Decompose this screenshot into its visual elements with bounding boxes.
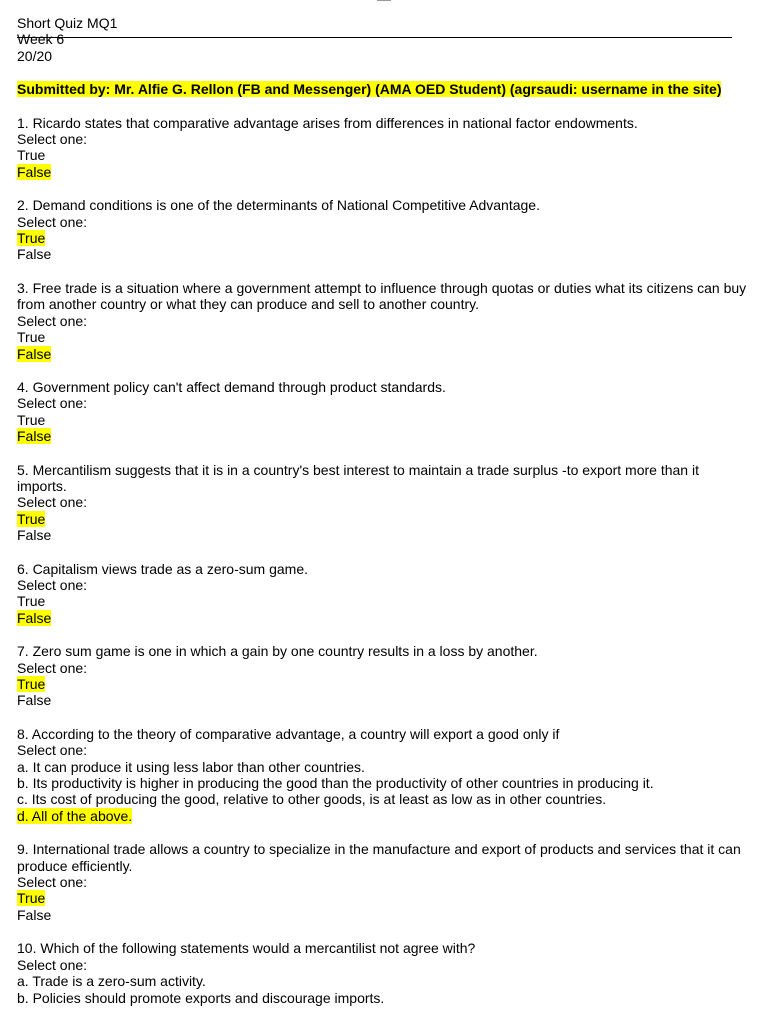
question-6 [17, 561, 752, 627]
answer-text: a. Trade is a zero-sum activity. [17, 973, 206, 990]
answer-option [17, 775, 752, 791]
question-5 [17, 462, 752, 544]
question-1 [17, 115, 752, 181]
selected-answer: False [17, 345, 52, 362]
question-7 [17, 643, 752, 709]
select-one-label: Select one: [17, 494, 88, 511]
selected-answer: True [17, 510, 46, 527]
answer-option [17, 329, 752, 345]
quiz-week: Week 6 [17, 31, 65, 48]
answer-option [17, 990, 752, 1006]
header [17, 15, 752, 64]
select-one-label: Select one: [17, 659, 88, 676]
answer-option [17, 428, 752, 444]
question-text: 7. Zero sum game is one in which a gain by one country results in a loss by another. [17, 643, 538, 660]
select-one-label: Select one: [17, 312, 88, 329]
answer-option [17, 230, 752, 246]
answer-option [17, 593, 752, 609]
answer-option [17, 692, 752, 708]
answer-text: False [17, 246, 52, 263]
answer-option [17, 973, 752, 989]
quiz-title: Short Quiz MQ1 [17, 15, 118, 31]
answer-option [17, 346, 752, 362]
question-text: 8. According to the theory of comparative advantage, a country will export a good only if [17, 725, 560, 742]
select-one-label: Select one: [17, 576, 88, 593]
select-one-label: Select one: [17, 874, 88, 891]
select-one-label: Select one: [17, 742, 88, 759]
question-text: 9. International trade allows a country to specialize in the manufacture and export of products and services that it can produce efficiently. [17, 841, 741, 874]
select-one-label: Select one: [17, 131, 88, 148]
selected-answer: True [17, 676, 46, 692]
selected-answer: False [17, 163, 52, 180]
question-text: 2. Demand conditions is one of the determinants of National Competitive Advantage. [17, 197, 540, 214]
select-one-label: Select one: [17, 213, 88, 230]
question-text: 10. Which of the following statements would a mercantilist not agree with? [17, 940, 476, 957]
question-3 [17, 280, 752, 362]
selected-answer: d. All of the above. [17, 807, 133, 824]
selected-answer: True [17, 890, 46, 907]
answer-text: c. Its cost of producing the good, relative to other goods, is at least as low as in other countries. [17, 791, 607, 808]
top-mark [377, 0, 391, 1]
answer-text: False [17, 527, 52, 544]
question-text: 1. Ricardo states that comparative advantage arises from differences in national factor endowments. [17, 114, 638, 131]
answer-option [17, 246, 752, 262]
selected-answer: False [17, 609, 52, 626]
question-text: 6. Capitalism views trade as a zero-sum game. [17, 560, 308, 577]
question-8 [17, 726, 752, 824]
answer-text: a. It can produce it using less labor than other countries. [17, 758, 365, 775]
answer-text: b. Its productivity is higher in producing the good than the productivity of other countries in producing it. [17, 775, 654, 792]
answer-text: True [17, 147, 46, 164]
quiz-score: 20/20 [17, 47, 53, 64]
answer-option [17, 808, 752, 824]
question-text: 3. Free trade is a situation where a government attempt to influence through quotas or duties what its citizens can buy from another country or what they can produce and sell to another country. [17, 279, 747, 313]
question-9 [17, 841, 752, 923]
question-2 [17, 197, 752, 263]
answer-option [17, 759, 752, 775]
answer-text: b. Policies should promote exports and discourage imports. [17, 989, 385, 1006]
answer-option [17, 890, 752, 906]
question-4 [17, 379, 752, 445]
answer-text: False [17, 692, 52, 709]
answer-option [17, 610, 752, 626]
selected-answer: False [17, 428, 52, 445]
document-page [17, 15, 752, 1006]
answer-text: True [17, 593, 46, 610]
answer-option [17, 676, 752, 692]
select-one-label: Select one: [17, 395, 88, 412]
selected-answer: True [17, 230, 46, 247]
answer-text: False [17, 906, 52, 923]
answer-text: True [17, 411, 46, 428]
answer-option [17, 791, 752, 807]
answer-text: True [17, 329, 46, 346]
answer-option [17, 907, 752, 923]
answer-option [17, 147, 752, 163]
answer-option [17, 164, 752, 180]
answer-option [17, 527, 752, 543]
question-text: 4. Government policy can't affect demand through product standards. [17, 378, 446, 395]
answer-option [17, 511, 752, 527]
question-text: 5. Mercantilism suggests that it is in a country's best interest to maintain a trade surplus -to export more than it imports. [17, 461, 699, 494]
answer-option [17, 412, 752, 428]
submitted-by-text: Submitted by: Mr. Alfie G. Rellon (FB and Messenger) (AMA OED Student) (agrsaudi: username in the site) [17, 81, 722, 98]
question-10 [17, 940, 752, 1006]
question-list [17, 115, 752, 1006]
submitted-by [17, 81, 752, 97]
select-one-label: Select one: [17, 956, 88, 973]
